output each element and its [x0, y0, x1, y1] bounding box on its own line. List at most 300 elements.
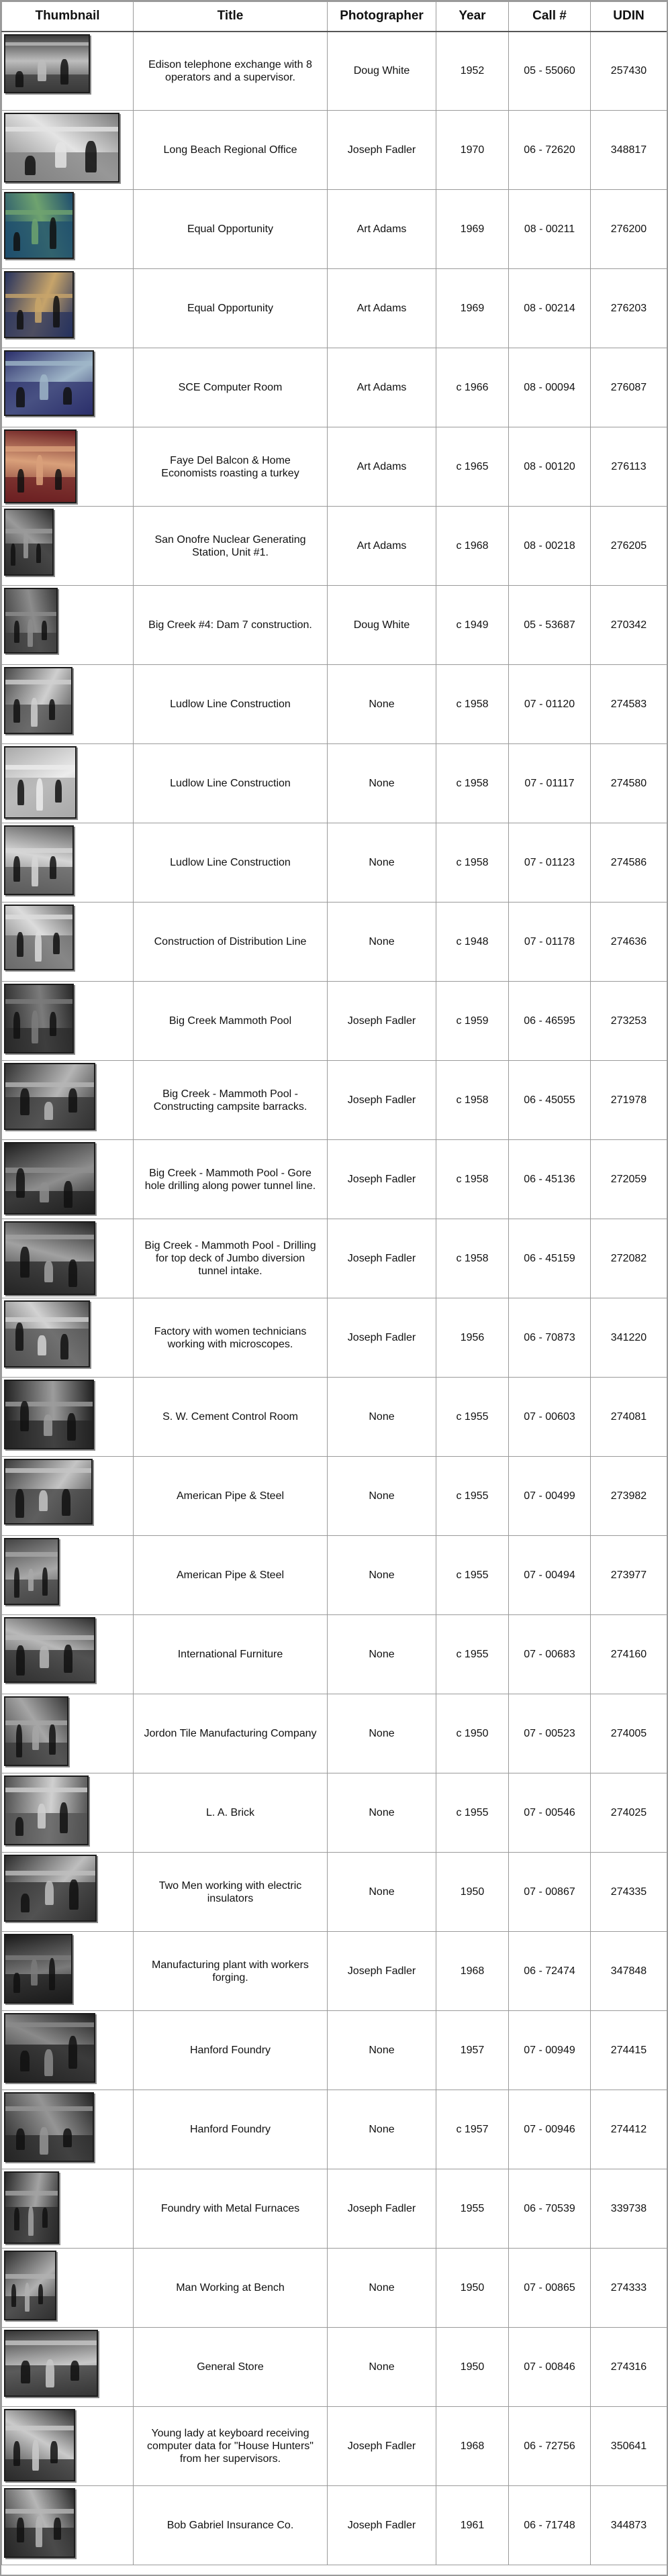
header-photographer: Photographer [328, 2, 436, 32]
title-cell: Ludlow Line Construction [134, 823, 328, 903]
udin-cell: 271978 [591, 1061, 667, 1140]
thumbnail-image[interactable] [4, 1855, 97, 1922]
udin-cell: 274333 [591, 2249, 667, 2328]
header-title: Title [134, 2, 328, 32]
thumbnail-image[interactable] [4, 1142, 95, 1215]
thumbnail-figure-shape [35, 931, 42, 962]
udin-cell: 274412 [591, 2090, 667, 2169]
photographer-cell: Joseph Fadler [328, 1140, 436, 1219]
thumbnail-figure-shape [60, 59, 68, 85]
header-udin: UDIN [591, 2, 667, 32]
thumbnail-cell [2, 1457, 134, 1536]
udin-cell: 274160 [591, 1615, 667, 1694]
thumbnail-figure-shape [35, 297, 42, 323]
photographer-cell: None [328, 2090, 436, 2169]
thumbnail-figure-shape [20, 1247, 29, 1278]
thumbnail-image[interactable] [4, 2092, 94, 2162]
call-number-cell: 07 - 01120 [509, 665, 591, 744]
year-cell: 1968 [436, 1932, 509, 2011]
thumbnail-highlight-shape [5, 2340, 97, 2345]
photographer-cell: Art Adams [328, 269, 436, 348]
call-number-cell: 08 - 00211 [509, 190, 591, 269]
udin-cell: 274415 [591, 2011, 667, 2090]
table-row [2, 2011, 667, 2090]
call-number-cell: 07 - 00683 [509, 1615, 591, 1694]
thumbnail-figure-shape [14, 2208, 19, 2230]
thumbnail-figure-shape [50, 1012, 56, 1036]
thumbnail-figure-shape [40, 374, 48, 401]
thumbnail-image[interactable] [4, 746, 77, 819]
thumbnail-cell [2, 190, 134, 269]
thumbnail-cell [2, 1615, 134, 1694]
udin-cell: 272082 [591, 1219, 667, 1298]
call-number-cell: 07 - 00494 [509, 1536, 591, 1615]
thumbnail-figure-shape [68, 2036, 77, 2069]
thumbnail-figure-shape [40, 1182, 48, 1202]
thumbnail-figure-shape [28, 2206, 34, 2236]
photographer-cell: Art Adams [328, 507, 436, 586]
thumbnail-cell [2, 1298, 134, 1378]
photographer-cell: None [328, 2011, 436, 2090]
thumbnail-image[interactable] [4, 350, 94, 416]
title-cell: General Store [134, 2328, 328, 2407]
call-number-cell: 08 - 00094 [509, 348, 591, 427]
year-cell: c 1958 [436, 823, 509, 903]
udin-cell: 339738 [591, 2169, 667, 2249]
thumbnail-figure-shape [15, 1323, 23, 1351]
title-cell: S. W. Cement Control Room [134, 1378, 328, 1457]
thumbnail-highlight-shape [5, 1955, 71, 1960]
call-number-cell: 05 - 53687 [509, 586, 591, 665]
thumbnail-highlight-shape [5, 765, 75, 770]
udin-cell: 276113 [591, 427, 667, 507]
table-row [2, 190, 667, 269]
title-cell: Construction of Distribution Line [134, 903, 328, 982]
call-number-cell: 07 - 00867 [509, 1853, 591, 1932]
year-cell: 1955 [436, 2169, 509, 2249]
thumbnail-figure-shape [20, 1088, 29, 1115]
udin-cell: 347848 [591, 1932, 667, 2011]
year-cell: c 1955 [436, 1773, 509, 1853]
thumbnail-image[interactable] [4, 1934, 73, 2004]
year-cell: c 1955 [436, 1615, 509, 1694]
photo-catalog-table [1, 1, 667, 2565]
table-row [2, 507, 667, 586]
title-cell: Big Creek - Mammoth Pool - Drilling for top deck of Jumbo diversion tunnel intake. [134, 1219, 328, 1298]
thumbnail-image[interactable] [4, 1459, 93, 1525]
table-row [2, 427, 667, 507]
year-cell: 1950 [436, 2328, 509, 2407]
year-cell: c 1965 [436, 427, 509, 507]
table-row [2, 348, 667, 427]
title-cell: Big Creek Mammoth Pool [134, 982, 328, 1061]
thumbnail-figure-shape [38, 60, 46, 81]
table-row [2, 744, 667, 823]
thumbnail-figure-shape [11, 544, 15, 566]
table-row [2, 32, 667, 111]
table-row [2, 903, 667, 982]
photographer-cell: None [328, 1694, 436, 1773]
thumbnail-figure-shape [45, 1881, 54, 1905]
thumbnail-image[interactable] [4, 1775, 89, 1845]
call-number-cell: 07 - 00499 [509, 1457, 591, 1536]
thumbnail-image[interactable] [4, 1380, 94, 1449]
thumbnail-figure-shape [67, 1413, 76, 1441]
table-row [2, 1298, 667, 1378]
udin-cell: 273253 [591, 982, 667, 1061]
thumbnail-image[interactable] [4, 429, 77, 503]
title-cell: Ludlow Line Construction [134, 665, 328, 744]
call-number-cell: 06 - 70539 [509, 2169, 591, 2249]
thumbnail-cell [2, 823, 134, 903]
udin-cell: 344873 [591, 2486, 667, 2565]
thumbnail-figure-shape [32, 855, 38, 886]
title-cell: Factory with women technicians working with microscopes. [134, 1298, 328, 1378]
thumbnail-cell [2, 2486, 134, 2565]
photographer-cell: Joseph Fadler [328, 1932, 436, 2011]
thumbnail-figure-shape [13, 856, 20, 882]
table-row [2, 982, 667, 1061]
thumbnail-figure-shape [63, 387, 72, 405]
thumbnail-figure-shape [14, 1567, 19, 1598]
photographer-cell: Joseph Fadler [328, 2407, 436, 2486]
year-cell: 1950 [436, 1853, 509, 1932]
call-number-cell: 06 - 46595 [509, 982, 591, 1061]
thumbnail-figure-shape [42, 1567, 48, 1595]
year-cell: c 1949 [436, 586, 509, 665]
thumbnail-figure-shape [44, 1102, 53, 1120]
table-row [2, 1219, 667, 1298]
thumbnail-image[interactable] [4, 1221, 95, 1295]
thumbnail-figure-shape [60, 1802, 68, 1833]
photographer-cell: Joseph Fadler [328, 2169, 436, 2249]
thumbnail-figure-shape [69, 1879, 78, 1910]
thumbnail-cell [2, 982, 134, 1061]
year-cell: 1961 [436, 2486, 509, 2565]
thumbnail-image[interactable] [4, 271, 74, 338]
call-number-cell: 06 - 71748 [509, 2486, 591, 2565]
year-cell: c 1959 [436, 982, 509, 1061]
thumbnail-image[interactable] [4, 2251, 56, 2320]
thumbnail-figure-shape [55, 142, 66, 168]
thumbnail-image[interactable] [4, 1696, 68, 1766]
thumbnail-highlight-shape [5, 1552, 58, 1557]
thumbnail-image[interactable] [4, 2330, 98, 2397]
table-row [2, 586, 667, 665]
thumbnail-cell [2, 427, 134, 507]
thumbnail-image[interactable] [4, 588, 58, 654]
photographer-cell: None [328, 665, 436, 744]
udin-cell: 276205 [591, 507, 667, 586]
thumbnail-highlight-shape [5, 127, 118, 132]
year-cell: c 1948 [436, 903, 509, 982]
thumbnail-cell [2, 903, 134, 982]
thumbnail-image[interactable] [4, 905, 74, 970]
thumbnail-highlight-shape [5, 2274, 55, 2279]
thumbnail-figure-shape [15, 1817, 23, 1836]
thumbnail-figure-shape [17, 2518, 23, 2542]
udin-cell: 276087 [591, 348, 667, 427]
year-cell: c 1958 [436, 1219, 509, 1298]
table-row [2, 1378, 667, 1457]
thumbnail-cell [2, 2090, 134, 2169]
title-cell: Edison telephone exchange with 8 operators and a supervisor. [134, 32, 328, 111]
thumbnail-figure-shape [50, 2441, 57, 2463]
udin-cell: 274081 [591, 1378, 667, 1457]
call-number-cell: 05 - 55060 [509, 32, 591, 111]
call-number-cell: 06 - 45055 [509, 1061, 591, 1140]
thumbnail-cell [2, 348, 134, 427]
thumbnail-cell [2, 1140, 134, 1219]
call-number-cell: 07 - 01178 [509, 903, 591, 982]
call-number-cell: 06 - 72620 [509, 111, 591, 190]
table-row [2, 111, 667, 190]
year-cell: 1970 [436, 111, 509, 190]
udin-cell: 274586 [591, 823, 667, 903]
thumbnail-figure-shape [32, 1011, 38, 1043]
title-cell: Foundry with Metal Furnaces [134, 2169, 328, 2249]
table-row [2, 2249, 667, 2328]
thumbnail-figure-shape [13, 1012, 20, 1039]
thumbnail-cell [2, 2407, 134, 2486]
thumbnail-figure-shape [13, 232, 20, 252]
photographer-cell: None [328, 1853, 436, 1932]
thumbnail-image[interactable] [4, 113, 120, 183]
thumbnail-cell [2, 1773, 134, 1853]
thumbnail-image[interactable] [4, 2171, 59, 2244]
title-cell: Ludlow Line Construction [134, 744, 328, 823]
photographer-cell: Joseph Fadler [328, 1061, 436, 1140]
photographer-cell: None [328, 903, 436, 982]
thumbnail-figure-shape [50, 217, 56, 248]
call-number-cell: 07 - 00946 [509, 2090, 591, 2169]
thumbnail-highlight-shape [5, 1635, 94, 1640]
thumbnail-figure-shape [32, 2440, 39, 2471]
header-thumbnail: Thumbnail [2, 2, 134, 32]
udin-cell: 274580 [591, 744, 667, 823]
thumbnail-highlight-shape [5, 1402, 93, 1406]
call-number-cell: 08 - 00218 [509, 507, 591, 586]
thumbnail-image[interactable] [4, 2013, 95, 2083]
thumbnail-image[interactable] [4, 34, 90, 93]
udin-cell: 272059 [591, 1140, 667, 1219]
thumbnail-image[interactable] [4, 192, 74, 259]
photographer-cell: Joseph Fadler [328, 111, 436, 190]
thumbnail-highlight-shape [5, 210, 73, 215]
thumbnail-figure-shape [25, 156, 36, 175]
thumbnail-highlight-shape [5, 361, 93, 366]
thumbnail-figure-shape [50, 856, 56, 879]
udin-cell: 273977 [591, 1536, 667, 1615]
thumbnail-figure-shape [13, 699, 20, 723]
thumbnail-highlight-shape [5, 2426, 74, 2430]
udin-cell: 274005 [591, 1694, 667, 1773]
table-row [2, 2090, 667, 2169]
call-number-cell: 07 - 00603 [509, 1378, 591, 1457]
year-cell: 1969 [436, 190, 509, 269]
thumbnail-figure-shape [20, 2051, 29, 2071]
year-cell: 1956 [436, 1298, 509, 1378]
title-cell: International Furniture [134, 1615, 328, 1694]
table-row [2, 823, 667, 903]
udin-cell: 341220 [591, 1298, 667, 1378]
title-cell: Two Men working with electric insulators [134, 1853, 328, 1932]
year-cell: c 1957 [436, 2090, 509, 2169]
thumbnail-figure-shape [55, 469, 62, 490]
thumbnail-figure-shape [38, 1804, 46, 1828]
photographer-cell: Doug White [328, 32, 436, 111]
thumbnail-highlight-shape [5, 1235, 94, 1239]
thumbnail-image[interactable] [4, 1617, 95, 1683]
udin-cell: 274583 [591, 665, 667, 744]
title-cell: Equal Opportunity [134, 269, 328, 348]
udin-cell: 257430 [591, 32, 667, 111]
thumbnail-figure-shape [21, 2361, 30, 2383]
thumbnail-cell [2, 32, 134, 111]
thumbnail-highlight-shape [5, 915, 73, 919]
thumbnail-cell [2, 744, 134, 823]
table-row [2, 1536, 667, 1615]
thumbnail-figure-shape [46, 2359, 55, 2387]
thumbnail-figure-shape [39, 1490, 48, 1511]
thumbnail-highlight-shape [5, 680, 71, 684]
title-cell: Hanford Foundry [134, 2011, 328, 2090]
thumbnail-figure-shape [44, 2049, 53, 2076]
thumbnail-image[interactable] [4, 2488, 75, 2558]
thumbnail-figure-shape [38, 1335, 46, 1355]
table-row [2, 2407, 667, 2486]
thumbnail-figure-shape [11, 2284, 16, 2307]
year-cell: c 1955 [436, 1378, 509, 1457]
call-number-cell: 07 - 01117 [509, 744, 591, 823]
table-row [2, 1932, 667, 2011]
call-number-cell: 06 - 70873 [509, 1298, 591, 1378]
thumbnail-image[interactable] [4, 509, 54, 576]
photographer-cell: None [328, 1378, 436, 1457]
thumbnail-highlight-shape [5, 2022, 94, 2027]
thumbnail-figure-shape [36, 778, 43, 811]
thumbnail-cell [2, 1853, 134, 1932]
year-cell: c 1958 [436, 744, 509, 823]
call-number-cell: 06 - 45159 [509, 1219, 591, 1298]
thumbnail-figure-shape [28, 1569, 34, 1591]
thumbnail-figure-shape [13, 2441, 20, 2466]
title-cell: American Pipe & Steel [134, 1457, 328, 1536]
title-cell: Manufacturing plant with workers forging. [134, 1932, 328, 2011]
thumbnail-figure-shape [17, 310, 23, 330]
photographer-cell: Art Adams [328, 427, 436, 507]
thumbnail-highlight-shape [5, 2106, 93, 2111]
thumbnail-image[interactable] [4, 825, 74, 895]
photographer-cell: None [328, 744, 436, 823]
call-number-cell: 06 - 72756 [509, 2407, 591, 2486]
thumbnail-figure-shape [63, 2128, 72, 2147]
year-cell: c 1955 [436, 1536, 509, 1615]
thumbnail-figure-shape [53, 296, 60, 327]
thumbnail-figure-shape [31, 1959, 38, 1986]
thumbnail-highlight-shape [5, 848, 73, 853]
table-row [2, 2486, 667, 2565]
photographer-cell: None [328, 2249, 436, 2328]
thumbnail-cell [2, 269, 134, 348]
thumbnail-figure-shape [49, 699, 56, 720]
title-cell: Jordon Tile Manufacturing Company [134, 1694, 328, 1773]
thumbnail-highlight-shape [5, 2509, 74, 2514]
thumbnail-figure-shape [16, 1724, 22, 1757]
thumbnail-image[interactable] [4, 1300, 90, 1368]
photographer-cell: None [328, 1457, 436, 1536]
call-number-cell: 07 - 01123 [509, 823, 591, 903]
table-row [2, 269, 667, 348]
thumbnail-cell [2, 1061, 134, 1140]
thumbnail-figure-shape [21, 1894, 30, 1912]
thumbnail-cell [2, 2011, 134, 2090]
photographer-cell: Joseph Fadler [328, 982, 436, 1061]
thumbnail-figure-shape [23, 531, 28, 558]
title-cell: Faye Del Balcon & Home Economists roasting a turkey [134, 427, 328, 507]
thumbnail-figure-shape [49, 1958, 56, 1990]
thumbnail-figure-shape [15, 71, 23, 87]
udin-cell: 274636 [591, 903, 667, 982]
thumbnail-figure-shape [17, 932, 23, 957]
thumbnail-figure-shape [49, 1724, 55, 1755]
thumbnail-figure-shape [40, 1646, 48, 1668]
thumbnail-cell [2, 1378, 134, 1457]
title-cell: L. A. Brick [134, 1773, 328, 1853]
year-cell: c 1966 [436, 348, 509, 427]
thumbnail-cell [2, 1932, 134, 2011]
header-row [2, 2, 667, 32]
thumbnail-image[interactable] [4, 2409, 75, 2481]
thumbnail-figure-shape [54, 2518, 60, 2540]
photographer-cell: None [328, 1536, 436, 1615]
thumbnail-figure-shape [31, 698, 38, 727]
title-cell: SCE Computer Room [134, 348, 328, 427]
title-cell: Big Creek #4: Dam 7 construction. [134, 586, 328, 665]
call-number-cell: 08 - 00120 [509, 427, 591, 507]
title-cell: Young lady at keyboard receiving computer data for "House Hunters" from her supervisors. [134, 2407, 328, 2486]
thumbnail-highlight-shape [5, 999, 73, 1004]
thumbnail-highlight-shape [5, 1468, 91, 1473]
thumbnail-figure-shape [36, 544, 41, 563]
thumbnail-figure-shape [70, 2361, 80, 2381]
thumbnail-figure-shape [60, 1334, 68, 1359]
title-cell: Bob Gabriel Insurance Co. [134, 2486, 328, 2565]
thumbnail-figure-shape [28, 619, 33, 647]
table-row [2, 2169, 667, 2249]
year-cell: c 1950 [436, 1694, 509, 1773]
thumbnail-figure-shape [16, 1168, 25, 1198]
thumbnail-cell [2, 665, 134, 744]
thumbnail-figure-shape [15, 1489, 24, 1518]
thumbnail-highlight-shape [5, 42, 89, 46]
year-cell: c 1958 [436, 1061, 509, 1140]
photographer-cell: None [328, 1773, 436, 1853]
thumbnail-image[interactable] [4, 667, 73, 734]
thumbnail-figure-shape [17, 469, 24, 493]
thumbnail-figure-shape [53, 933, 60, 955]
thumbnail-image[interactable] [4, 1538, 59, 1605]
thumbnail-image[interactable] [4, 984, 74, 1053]
thumbnail-image[interactable] [4, 1063, 95, 1130]
thumbnail-figure-shape [20, 1401, 29, 1431]
photographer-cell: Doug White [328, 586, 436, 665]
thumbnail-figure-shape [16, 387, 25, 407]
table-row [2, 1694, 667, 1773]
thumbnail-figure-shape [36, 2516, 42, 2547]
year-cell: 1968 [436, 2407, 509, 2486]
call-number-cell: 06 - 45136 [509, 1140, 591, 1219]
